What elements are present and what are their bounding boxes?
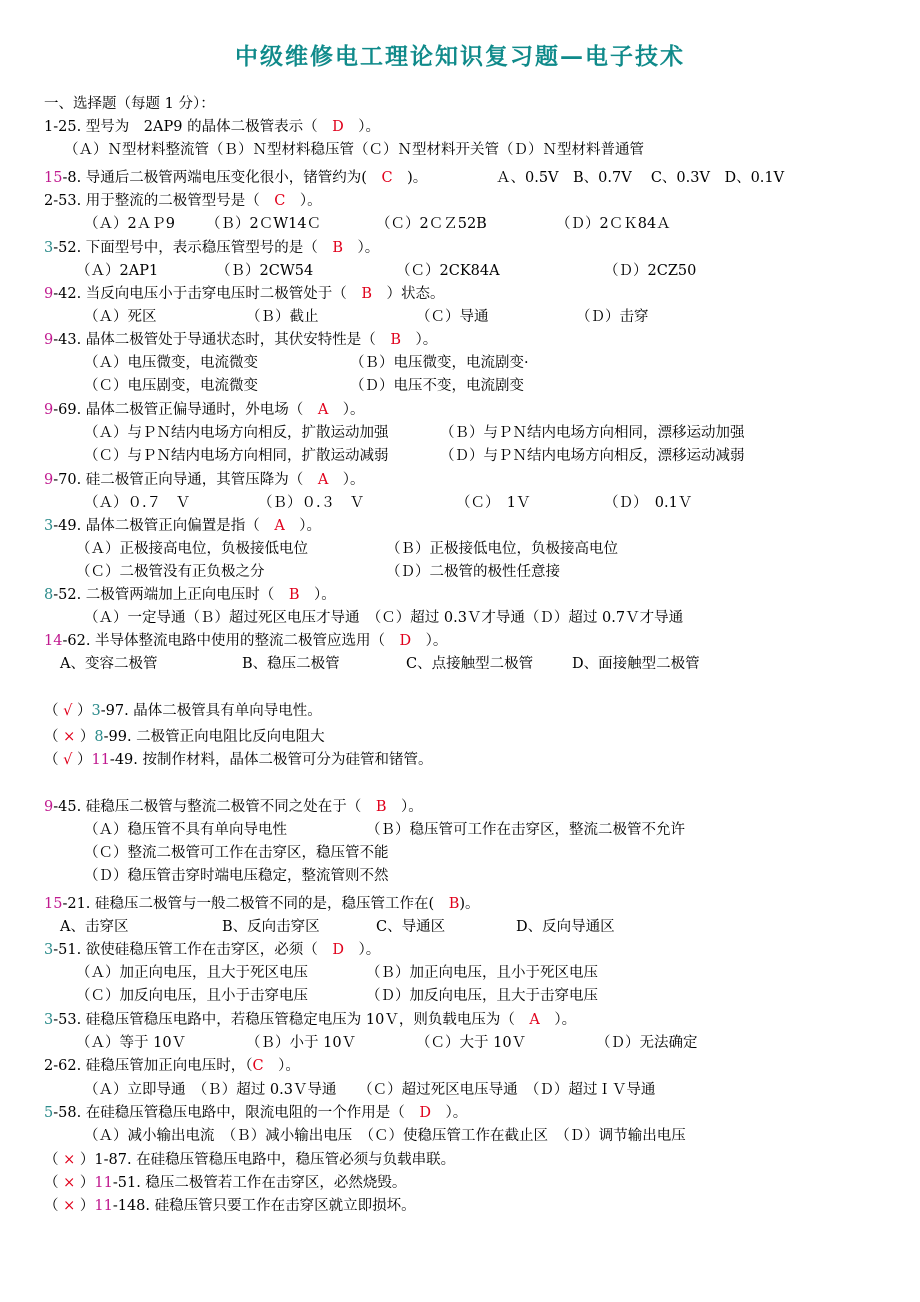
option-c: C、点接触型二极管 (406, 656, 534, 672)
answer: A (317, 402, 329, 418)
option-a: （Ａ）死区 (84, 309, 157, 325)
question-15-8-options: Ａ、0.5V B、0.7V C、0.3V D、0.1V (496, 170, 785, 186)
answer: D (332, 942, 344, 958)
question-2-62 (44, 1056, 300, 1076)
option-c: （Ｃ）加反向电压，且小于击穿电压 (76, 988, 308, 1004)
answer: B (390, 332, 401, 348)
question-text: . 硅二极管正向导通，其管压降为（ (76, 472, 304, 488)
option-b: （Ｂ）小于 10Ｖ (246, 1035, 357, 1051)
chapter-number: 9 (44, 402, 54, 418)
option-a: （Ａ）2AP1 (76, 263, 159, 279)
question-number: -62 (62, 633, 86, 649)
question-2-53 (44, 191, 322, 211)
question-text: . 按制作材料，晶体二极管可分为硅管和锗管。 (133, 752, 433, 768)
question-text: . 当反向电压小于击穿电压时二极管处于（ (76, 286, 347, 302)
question-tail: ）。 (313, 587, 336, 603)
option-a: A、变容二极管 (60, 656, 158, 672)
question-number: -45 (53, 799, 77, 815)
judge-11-51: （ × ）11-51. 稳压二极管若工作在击穿区，必然烧毁。 (44, 1175, 407, 1191)
question-tail: ）。 (415, 332, 438, 348)
answer: C (274, 193, 286, 209)
question-number: -49 (53, 518, 77, 534)
question-tail: ）。 (299, 193, 322, 209)
question-tail: )。 (459, 896, 480, 912)
question-15-21 (44, 894, 480, 914)
section-heading: 一、选择题（每题 1 分）： (44, 96, 215, 112)
question-tail: ）。 (400, 799, 423, 815)
option-c: （Ｃ）2CK84A (396, 263, 500, 279)
question-text: . 下面型号中，表示稳压管型号的是（ (76, 240, 318, 256)
question-9-70 (44, 470, 365, 490)
chapter-number: 15 (44, 896, 63, 912)
question-text: . 半导体整流电路中使用的整流二极管应选用（ (85, 633, 386, 649)
question-number: -51 (112, 1175, 137, 1191)
question-15-8 (44, 168, 427, 188)
option-d: （Ｄ）无法确定 (596, 1035, 698, 1051)
question-9-42 (44, 284, 444, 304)
chapter-number: 3 (91, 703, 101, 719)
answer: A (317, 472, 329, 488)
option-d: D、反向导通区 (516, 919, 615, 935)
question-number: -70 (53, 472, 77, 488)
question-8-52 (44, 585, 336, 605)
option-a: （Ａ）2ＡＰ9 (84, 216, 175, 232)
option-c: C、导通区 (376, 919, 446, 935)
chapter-number: 8 (94, 729, 104, 745)
answer: A (529, 1012, 540, 1028)
option-a: （Ａ）电压微变，电流微变 (84, 355, 258, 371)
question-1-25-options: （Ａ）Ｎ型材料整流管（Ｂ）Ｎ型材料稳压管（Ｃ）Ｎ型材料开关管（Ｄ）Ｎ型材料普通管 (64, 142, 644, 158)
question-text: . 硅稳压管加正向电压时，（ (76, 1058, 253, 1074)
cross-mark: × (63, 1152, 76, 1168)
question-3-53 (44, 1010, 576, 1030)
question-text: . 硅稳压管稳压电路中，若稳压管稳定电压为 10Ｖ，则负载电压为（ (76, 1012, 515, 1028)
question-8-52-options: （Ａ）一定导通（Ｂ）超过死区电压才导通 （Ｃ）超过 0.3Ｖ才导通（Ｄ）超过 0.7Ｖ才导通 (84, 610, 684, 626)
answer: D (419, 1105, 431, 1121)
option-a: A、击穿区 (60, 919, 129, 935)
chapter-number: 9 (44, 799, 54, 815)
question-text: . 用于整流的二极管型号是（ (76, 193, 260, 209)
chapter-number: 11 (94, 1198, 113, 1214)
question-text: . 型号为 2AP9 的晶体二极管表示（ (76, 119, 318, 135)
chapter-number: 1 (94, 1152, 104, 1168)
question-text: . 晶体二极管正向偏置是指（ (76, 518, 260, 534)
question-tail: ）状态。 (386, 286, 445, 302)
question-number: -49 (109, 752, 134, 768)
option-b: （Ｂ）正极接低电位，负极接高电位 (386, 541, 618, 557)
chapter-number: 14 (44, 633, 63, 649)
option-d: （Ｄ）2ＣＫ84Ａ (556, 216, 671, 232)
question-5-58-options: （Ａ）减小输出电流 （Ｂ）减小输出电压 （Ｃ）使稳压管工作在截止区 （Ｄ）调节输出电压 (84, 1128, 686, 1144)
answer: D (332, 119, 344, 135)
chapter-number: 3 (44, 1012, 54, 1028)
question-number: -52 (53, 240, 77, 256)
question-tail: ）。 (425, 633, 448, 649)
option-a: （Ａ）０.７ Ｖ (84, 495, 191, 511)
question-number: 1-25 (44, 119, 77, 135)
question-9-43 (44, 330, 437, 350)
question-3-52 (44, 238, 379, 258)
option-d: （Ｄ） 0.1Ｖ (604, 495, 693, 511)
option-d: （Ｄ）二极管的极性任意接 (386, 564, 560, 580)
chapter-number: 11 (91, 752, 110, 768)
question-number: -148 (112, 1198, 146, 1214)
question-text: . 硅稳压管只要工作在击穿区就立即损坏。 (145, 1198, 416, 1214)
question-9-69 (44, 400, 365, 420)
cross-mark: × (63, 1175, 76, 1191)
chapter-number: 8 (44, 587, 54, 603)
chapter-number: 3 (44, 518, 54, 534)
chapter-number: 9 (44, 472, 54, 488)
option-d: D、面接触型二极管 (572, 656, 700, 672)
option-c: （Ｃ） 1Ｖ (456, 495, 531, 511)
question-text: . 二极管两端加上正向电压时（ (76, 587, 275, 603)
option-a: （Ａ）加正向电压，且大于死区电压 (76, 965, 308, 981)
question-number: -52 (53, 587, 77, 603)
option-c: （Ｃ）电压剧变，电流微变 (84, 378, 258, 394)
question-text: . 二极管正向电阻比反向电阻大 (126, 729, 325, 745)
question-9-45 (44, 797, 423, 817)
question-number: -51 (53, 942, 77, 958)
question-number: -87 (103, 1152, 127, 1168)
question-text: . 晶体二极管处于导通状态时，其伏安特性是（ (76, 332, 376, 348)
question-number: -69 (53, 402, 77, 418)
option-a: （Ａ）稳压管不具有单向导电性 (84, 822, 287, 838)
judge-8-99: （ × ）8-99. 二极管正向电阻比反向电阻大 (44, 729, 325, 745)
option-b: （Ｂ）０.３ Ｖ (258, 495, 365, 511)
answer: D (399, 633, 412, 649)
chapter-number: 3 (44, 240, 54, 256)
cross-mark: × (63, 1198, 76, 1214)
answer: A (274, 518, 285, 534)
option-a: （Ａ）与ＰＮ结内电场方向相反，扩散运动加强 (84, 425, 389, 441)
page-title: 中级维修电工理论知识复习题—电子技术 (235, 43, 685, 70)
chapter-number: 15 (44, 170, 63, 186)
option-c: （Ｃ）与ＰＮ结内电场方向相同，扩散运动减弱 (84, 448, 389, 464)
question-tail: ）。 (358, 119, 380, 135)
question-tail: ）。 (357, 240, 380, 256)
option-b: B、反向击穿区 (222, 919, 320, 935)
question-14-62 (44, 631, 447, 651)
answer: B (375, 799, 387, 815)
question-text: 导通后二极管两端电压变化很小，锗管约为( (81, 170, 367, 186)
answer: B (448, 896, 460, 912)
option-b: （Ｂ）稳压管可工作在击穿区，整流二极管不允许 (366, 822, 685, 838)
question-3-51 (44, 940, 380, 960)
option-d: （Ｄ）电压不变，电流剧变 (350, 378, 524, 394)
question-text: . 欲使硅稳压管工作在击穿区，必须（ (76, 942, 318, 958)
chapter-number: 9 (44, 286, 54, 302)
question-text: . 在硅稳压管稳压电路中，稳压管必须与负载串联。 (126, 1152, 456, 1168)
chapter-number: 5 (44, 1105, 54, 1121)
option-b: （Ｂ）与ＰＮ结内电场方向相同，漂移运动加强 (440, 425, 745, 441)
option-b: （Ｂ）截止 (246, 309, 319, 325)
judge-11-148: （ × ）11-148. 硅稳压管只要工作在击穿区就立即损坏。 (44, 1198, 416, 1214)
chapter-number: 3 (44, 942, 54, 958)
question-tail: ）。 (278, 1058, 300, 1074)
question-text: . 稳压二极管若工作在击穿区，必然烧毁。 (136, 1175, 407, 1191)
question-number: 2-62 (44, 1058, 77, 1074)
question-tail: ）。 (358, 942, 381, 958)
option-d: （Ｄ）稳压管击穿时端电压稳定，整流管则不然 (84, 868, 389, 884)
chapter-number: 9 (44, 332, 54, 348)
answer: B (288, 587, 300, 603)
question-tail: ）。 (299, 518, 322, 534)
question-number: 2-53 (44, 193, 77, 209)
question-3-49 (44, 516, 321, 536)
check-mark: √ (63, 703, 73, 719)
question-tail: ）。 (342, 472, 365, 488)
answer: B (361, 286, 372, 302)
option-b: （Ｂ）2ＣW14Ｃ (206, 216, 322, 232)
question-text: . 在硅稳压管稳压电路中，限流电阻的一个作用是（ (76, 1105, 405, 1121)
question-2-62-options: （Ａ）立即导通 （Ｂ）超过 0.3Ｖ导通 （Ｃ）超过死区电压导通 （Ｄ）超过ＩＶ导通 (84, 1082, 656, 1098)
option-d: （Ｄ）加反向电压，且大于击穿电压 (366, 988, 598, 1004)
judge-3-97: （ √ ）3-97. 晶体二极管具有单向导电性。 (44, 703, 322, 719)
question-number: -8. (62, 170, 82, 186)
question-tail: ）。 (445, 1105, 468, 1121)
question-text: . 晶体二极管正偏导通时，外电场（ (76, 402, 304, 418)
question-number: -43 (53, 332, 77, 348)
question-1-25 (44, 117, 380, 137)
question-tail: ）。 (342, 402, 365, 418)
option-c: （Ｃ）2ＣＺ52B (376, 216, 487, 232)
option-b: （Ｂ）电压微变，电流剧变· (350, 355, 529, 371)
option-a: （Ａ）正极接高电位，负极接低电位 (76, 541, 308, 557)
answer: C (381, 170, 393, 186)
option-d: （Ｄ）击穿 (576, 309, 649, 325)
cross-mark: × (63, 729, 76, 745)
question-tail: )。 (407, 170, 428, 186)
option-d: （Ｄ）2CZ50 (604, 263, 697, 279)
question-number: -21. (62, 896, 91, 912)
check-mark: √ (63, 752, 73, 768)
answer: B (332, 240, 343, 256)
option-b: （Ｂ）加正向电压，且小于死区电压 (366, 965, 598, 981)
option-b: B、稳压二极管 (242, 656, 340, 672)
question-number: -42 (53, 286, 77, 302)
option-c: （Ｃ）导通 (416, 309, 489, 325)
option-c: （Ｃ）整流二极管可工作在击穿区，稳压管不能 (84, 845, 389, 861)
question-number: -58 (53, 1105, 77, 1121)
question-text: 硅稳压二极管与一般二极管不同的是，稳压管工作在( (90, 896, 435, 912)
question-tail: ）。 (554, 1012, 577, 1028)
judge-11-49: （ √ ）11-49. 按制作材料，晶体二极管可分为硅管和锗管。 (44, 752, 433, 768)
judge-1-87: （ × ）1-87. 在硅稳压管稳压电路中，稳压管必须与负载串联。 (44, 1152, 456, 1168)
option-d: （Ｄ）与ＰＮ结内电场方向相反，漂移运动减弱 (440, 448, 745, 464)
question-number: -97 (100, 703, 125, 719)
chapter-number: 11 (94, 1175, 113, 1191)
question-text: . 硅稳压二极管与整流二极管不同之处在于（ (76, 799, 362, 815)
question-text: . 晶体二极管具有单向导电性。 (124, 703, 322, 719)
question-5-58 (44, 1103, 467, 1123)
option-c: （Ｃ）二极管没有正负极之分 (76, 564, 265, 580)
option-a: （Ａ）等于 10Ｖ (76, 1035, 187, 1051)
option-c: （Ｃ）大于 10Ｖ (416, 1035, 527, 1051)
answer: C (252, 1058, 264, 1074)
question-number: -99 (103, 729, 127, 745)
option-b: （Ｂ）2CW54 (216, 263, 314, 279)
question-number: -53 (53, 1012, 77, 1028)
